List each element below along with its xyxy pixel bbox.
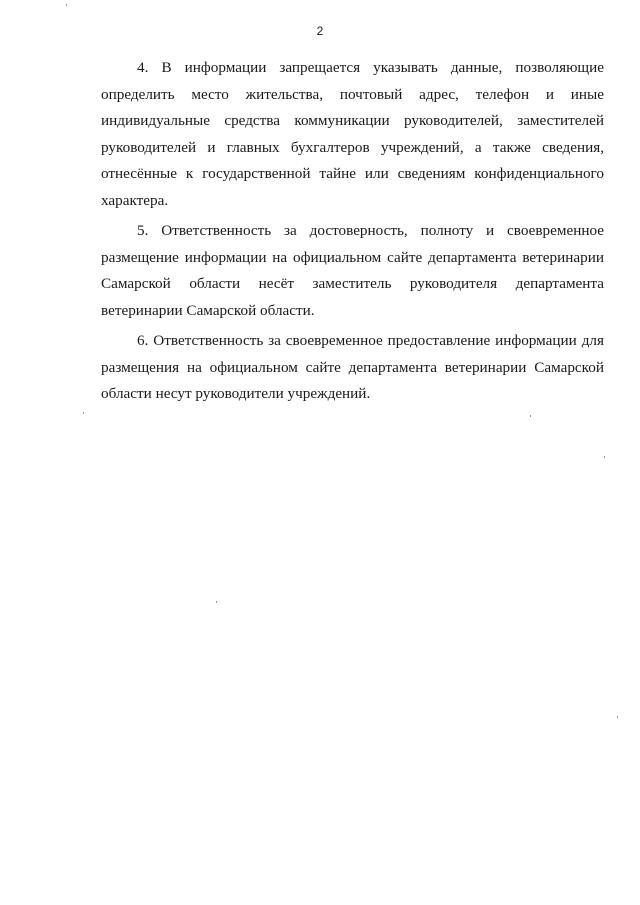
scan-speck [604, 456, 605, 458]
document-body [101, 55, 604, 412]
paragraph-5: 5. Ответственность за достоверность, полноту и своевременное размещение информации на официальном сайте департамента ветеринарии Самарской области несёт заместитель руководителя департамента ветеринарии Самарской области. [101, 222, 604, 319]
scan-speck [530, 415, 531, 417]
scan-speck [216, 601, 217, 603]
page-number: 2 [316, 24, 324, 38]
scan-speck [83, 412, 84, 414]
scan-speck [66, 4, 67, 6]
scan-speck [617, 716, 618, 718]
paragraph-4: 4. В информации запрещается указывать данные, позволяющие определить место жительства, почтовый адрес, телефон и иные индивидуальные средства коммуникации руководителей, заместителей руководителей и главных бухгалтеров учреждений, а также сведения, отнесённые к государственной тайне или сведениям конфиденциального характера. [101, 59, 604, 209]
paragraph-6: 6. Ответственность за своевременное предоставление информации для размещения на официальном сайте департамента ветеринарии Самарской области несут руководители учреждений. [101, 332, 604, 402]
